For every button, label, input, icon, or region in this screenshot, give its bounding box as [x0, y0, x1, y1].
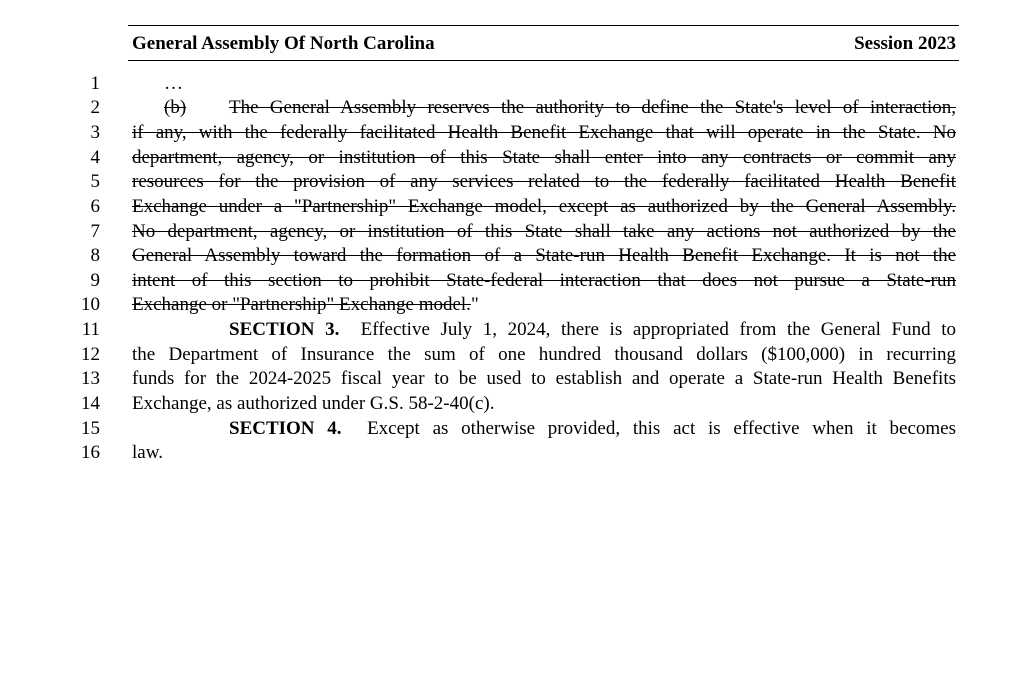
text-line: Exchange, as authorized under G.S. 58-2-40(c).: [132, 393, 495, 414]
page-header: [128, 25, 959, 61]
section-3-heading: SECTION 3.: [229, 319, 340, 340]
struck-text-line: department, agency, or institution of this State shall enter into any contracts or commit any: [132, 147, 956, 168]
closing-quote: ": [470, 294, 479, 315]
line-number: 5: [90, 171, 100, 192]
line-number: 7: [90, 221, 100, 242]
line-number: 2: [90, 97, 100, 118]
ellipsis-line: …: [164, 73, 183, 94]
header-session: Session 2023: [854, 33, 956, 54]
section-3-text: Effective July 1, 2024, there is appropriated from the General Fund to: [360, 319, 956, 340]
section-4-text: Except as otherwise provided, this act is effective when it becomes: [367, 418, 956, 439]
struck-text-line: The General Assembly reserves the authority to define the State's level of interaction,: [229, 97, 956, 118]
struck-text-line: intent of this section to prohibit State-federal interaction that does not pursue a State-run: [132, 270, 956, 291]
line-number: 16: [81, 442, 100, 463]
text-line: law.: [132, 442, 163, 463]
line-number: 6: [90, 196, 100, 217]
struck-text-line: Exchange under a "Partnership" Exchange model, except as authorized by the General Assembly.: [132, 196, 956, 217]
line-number: 10: [81, 294, 100, 315]
text-line-10: [132, 295, 956, 315]
section-3-line: [229, 320, 956, 340]
line-number: 4: [90, 147, 100, 168]
section-4-heading: SECTION 4.: [229, 418, 342, 439]
struck-text: Exchange or "Partnership" Exchange model.: [132, 294, 471, 315]
subsection-label: (b): [164, 97, 187, 118]
line-number: 13: [81, 368, 100, 389]
line-number: 1: [90, 73, 100, 94]
line-number: 8: [90, 245, 100, 266]
line-number: 9: [90, 270, 100, 291]
text-line: the Department of Insurance the sum of one hundred thousand dollars ($100,000) in recurring: [132, 344, 956, 365]
struck-text-line: General Assembly toward the formation of a State-run Health Benefit Exchange. It is not the: [132, 245, 956, 266]
header-title: General Assembly Of North Carolina: [132, 33, 435, 54]
line-number: 15: [81, 418, 100, 439]
line-number: 3: [90, 122, 100, 143]
line-number: 12: [81, 344, 100, 365]
struck-text-line: No department, agency, or institution of this State shall take any actions not authorized by the: [132, 221, 956, 242]
struck-text-line: resources for the provision of any services related to the federally facilitated Health Benefit: [132, 171, 956, 192]
line-number: 14: [81, 393, 100, 414]
section-4-line: [229, 419, 956, 439]
text-line: funds for the 2024-2025 fiscal year to be used to establish and operate a State-run Health Benefits: [132, 368, 956, 389]
struck-text-line: if any, with the federally facilitated Health Benefit Exchange that will operate in the State. No: [132, 122, 956, 143]
line-number: 11: [81, 319, 100, 340]
